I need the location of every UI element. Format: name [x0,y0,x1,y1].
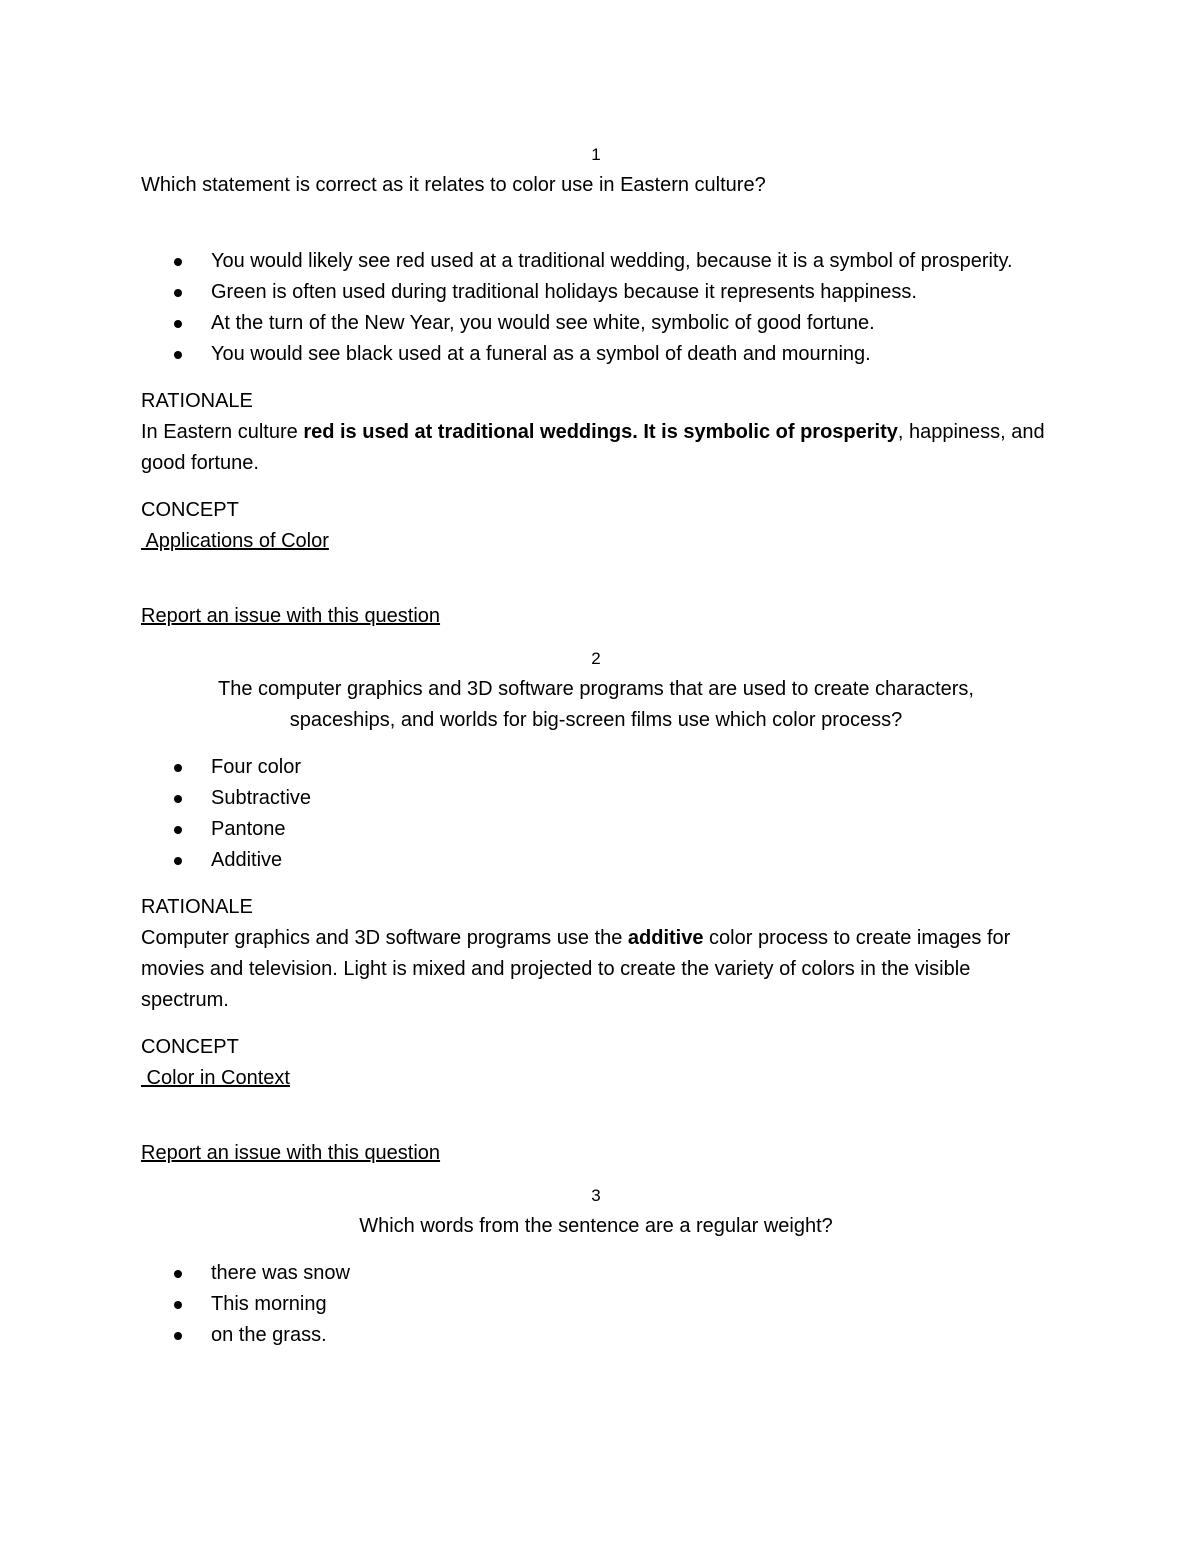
bullet-icon [174,795,182,803]
answer-options [141,1258,1051,1351]
bullet-icon [174,320,182,328]
answer-options [141,752,1051,876]
question-number: 1 [591,145,601,164]
document-content [141,140,1051,1351]
answer-option[interactable]: Green is often used during traditional holidays because it represents happiness. [141,277,1051,308]
bullet-icon [174,826,182,834]
question-text: Which statement is correct as it relates to color use in Eastern culture? [141,174,766,196]
rationale-text: In Eastern culture red is used at traditional weddings. It is symbolic of prosperity, happiness, and good fortune. [141,421,1045,474]
question-3 [141,1181,1051,1351]
concept-link[interactable]: Color in Context [141,1067,290,1089]
question-number: 2 [591,649,601,668]
rationale-heading: RATIONALE [141,390,253,412]
question-text: Which words from the sentence are a regular weight? [359,1215,833,1237]
answer-option[interactable]: This morning [141,1289,1051,1320]
report-issue-link[interactable]: Report an issue with this question [141,605,441,627]
question-2 [141,644,1051,1181]
question-1 [141,140,1051,644]
answer-option[interactable]: You would see black used at a funeral as a symbol of death and mourning. [141,339,1051,370]
answer-option[interactable]: Additive [141,845,1051,876]
answer-option[interactable]: Four color [141,752,1051,783]
rationale-text: Computer graphics and 3D software programs use the additive color process to create images for movies and television. Light is mixed and projected to create the variety of colors in the visible spectrum. [141,927,1011,1011]
bullet-icon [174,857,182,865]
answer-option[interactable]: You would likely see red used at a traditional wedding, because it is a symbol of prosperity. [141,246,1051,277]
bullet-icon [174,351,182,359]
bullet-icon [174,289,182,297]
question-number: 3 [591,1186,601,1205]
answer-option[interactable]: Pantone [141,814,1051,845]
report-issue-link[interactable]: Report an issue with this question [141,1142,441,1164]
concept-link[interactable]: Applications of Color [141,530,329,552]
bullet-icon [174,1332,182,1340]
question-text: The computer graphics and 3D software programs that are used to create characters, spaceships, and worlds for big-screen films use which color process? [218,678,974,731]
bullet-icon [174,764,182,772]
bullet-icon [174,1301,182,1309]
answer-options [141,246,1051,370]
rationale-heading: RATIONALE [141,896,253,918]
answer-option[interactable]: Subtractive [141,783,1051,814]
concept-heading: CONCEPT [141,499,239,521]
concept-heading: CONCEPT [141,1036,239,1058]
answer-option[interactable]: there was snow [141,1258,1051,1289]
bullet-icon [174,258,182,266]
bullet-icon [174,1270,182,1278]
answer-option[interactable]: on the grass. [141,1320,1051,1351]
answer-option[interactable]: At the turn of the New Year, you would see white, symbolic of good fortune. [141,308,1051,339]
